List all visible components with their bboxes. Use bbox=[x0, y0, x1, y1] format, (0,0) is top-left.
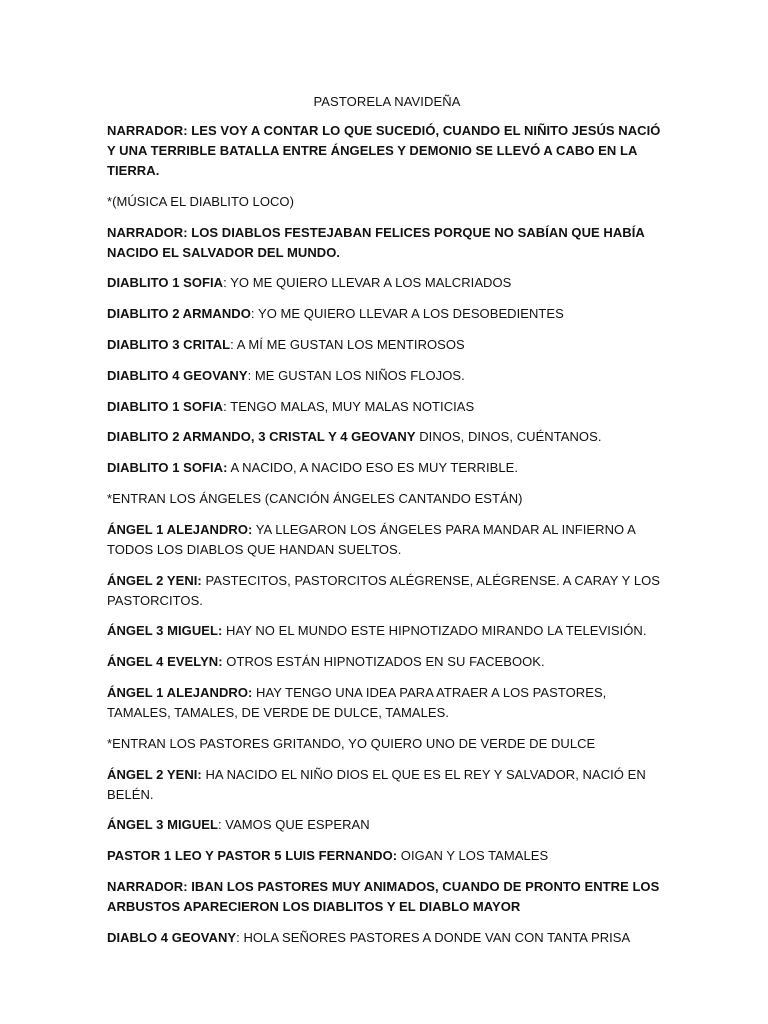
paragraph bbox=[107, 489, 667, 509]
paragraph-bold: ÁNGEL 2 YENI: bbox=[107, 572, 202, 588]
paragraph-bold: ÁNGEL 3 MIGUEL bbox=[107, 817, 218, 833]
paragraph-bold: DIABLITO 2 ARMANDO bbox=[107, 306, 251, 322]
paragraph bbox=[107, 397, 667, 417]
paragraph-text: HA NACIDO EL NIÑO DIOS EL QUE ES EL REY Y SALVADOR, NACIÓ EN BELÉN. bbox=[107, 766, 646, 802]
paragraph bbox=[107, 192, 667, 212]
paragraph bbox=[107, 877, 667, 917]
paragraph bbox=[107, 734, 667, 754]
paragraph bbox=[107, 458, 667, 478]
paragraph bbox=[107, 652, 667, 672]
paragraph-bold: DIABLITO 1 SOFIA: bbox=[107, 460, 228, 476]
paragraph-text: HAY NO EL MUNDO ESTE HIPNOTIZADO MIRANDO LA TELEVISIÓN. bbox=[222, 623, 647, 639]
paragraph bbox=[107, 815, 667, 835]
paragraph-bold: ÁNGEL 4 EVELYN: bbox=[107, 654, 223, 670]
paragraph-bold: ÁNGEL 2 YENI: bbox=[107, 766, 202, 782]
paragraph-bold: ÁNGEL 1 ALEJANDRO: bbox=[107, 684, 253, 700]
paragraph-text: : YO ME QUIERO LLEVAR A LOS MALCRIADOS bbox=[223, 275, 512, 291]
paragraph-text: : ME GUSTAN LOS NIÑOS FLOJOS. bbox=[247, 367, 465, 383]
paragraph-text: : YO ME QUIERO LLEVAR A LOS DESOBEDIENTES bbox=[250, 306, 564, 322]
document-body bbox=[107, 92, 667, 959]
paragraph-text: PASTECITOS, PASTORCITOS ALÉGRENSE, ALÉGRENSE. A CARAY Y LOS PASTORCITOS. bbox=[107, 572, 660, 608]
paragraph-text: YA LLEGARON LOS ÁNGELES PARA MANDAR AL INFIERNO A TODOS LOS DIABLOS QUE HANDAN SUELTOS. bbox=[107, 521, 636, 557]
paragraph-bold: ÁNGEL 1 ALEJANDRO: bbox=[107, 521, 253, 537]
paragraph-text: : A MÍ ME GUSTAN LOS MENTIROSOS bbox=[230, 336, 465, 352]
paragraph-bold: DIABLITO 4 GEOVANY bbox=[107, 367, 248, 383]
paragraph bbox=[107, 621, 667, 641]
paragraph bbox=[107, 335, 667, 355]
paragraph-bold: DIABLITO 2 ARMANDO, 3 CRISTAL Y 4 GEOVANY bbox=[107, 429, 416, 445]
paragraph-text: A NACIDO, A NACIDO ESO ES MUY TERRIBLE. bbox=[227, 460, 519, 476]
paragraph-text: OIGAN Y LOS TAMALES bbox=[397, 848, 549, 864]
paragraph-text: OTROS ESTÁN HIPNOTIZADOS EN SU FACEBOOK. bbox=[222, 654, 545, 670]
paragraph bbox=[107, 928, 667, 948]
paragraph bbox=[107, 427, 667, 447]
paragraph-text: DINOS, DINOS, CUÉNTANOS. bbox=[415, 429, 602, 445]
paragraph bbox=[107, 223, 667, 263]
paragraph-text: *ENTRAN LOS PASTORES GRITANDO, YO QUIERO UNO DE VERDE DE DULCE bbox=[107, 735, 596, 751]
paragraph bbox=[107, 683, 667, 723]
paragraph-bold: DIABLITO 3 CRITAL bbox=[107, 336, 231, 352]
paragraph bbox=[107, 273, 667, 293]
paragraph-text: *ENTRAN LOS ÁNGELES (CANCIÓN ÁNGELES CANTANDO ESTÁN) bbox=[107, 490, 523, 506]
document-title: PASTORELA NAVIDEÑA bbox=[313, 94, 461, 109]
paragraph-text: : HOLA SEÑORES PASTORES A DONDE VAN CON TANTA PRISA bbox=[236, 929, 631, 945]
paragraph bbox=[107, 304, 667, 324]
paragraph-bold: NARRADOR: LOS DIABLOS FESTEJABAN FELICES PORQUE NO SABÍAN QUE HABÍA NACIDO EL SALVADOR DEL MUNDO. bbox=[107, 224, 645, 260]
paragraph bbox=[107, 765, 667, 805]
paragraph-text: *(MÚSICA EL DIABLITO LOCO) bbox=[107, 193, 294, 209]
paragraph bbox=[107, 520, 667, 560]
paragraph-bold: NARRADOR: LES VOY A CONTAR LO QUE SUCEDIÓ, CUANDO EL NIÑITO JESÚS NACIÓ Y UNA TERRIBLE BATALLA ENTRE ÁNGELES Y DEMONIO SE LLEVÓ A CABO EN LA TIERRA. bbox=[107, 123, 661, 178]
paragraph-text: : TENGO MALAS, MUY MALAS NOTICIAS bbox=[223, 398, 475, 414]
paragraph bbox=[107, 366, 667, 386]
paragraph-text: HAY TENGO UNA IDEA PARA ATRAER A LOS PASTORES, TAMALES, TAMALES, DE VERDE DE DULCE, TAMALES. bbox=[107, 684, 607, 720]
paragraph-bold: NARRADOR: IBAN LOS PASTORES MUY ANIMADOS, CUANDO DE PRONTO ENTRE LOS ARBUSTOS APARECIERON LOS DIABLITOS Y EL DIABLO MAYOR bbox=[107, 878, 660, 914]
paragraph-bold: DIABLITO 1 SOFIA bbox=[107, 275, 224, 291]
paragraph-bold: DIABLITO 1 SOFIA bbox=[107, 398, 224, 414]
paragraph bbox=[107, 121, 667, 181]
paragraph bbox=[107, 846, 667, 866]
paragraph-bold: DIABLO 4 GEOVANY bbox=[107, 929, 237, 945]
paragraph-text: : VAMOS QUE ESPERAN bbox=[217, 817, 370, 833]
paragraph-bold: ÁNGEL 3 MIGUEL: bbox=[107, 623, 223, 639]
paragraph bbox=[107, 571, 667, 611]
paragraph-bold: PASTOR 1 LEO Y PASTOR 5 LUIS FERNANDO: bbox=[107, 848, 398, 864]
